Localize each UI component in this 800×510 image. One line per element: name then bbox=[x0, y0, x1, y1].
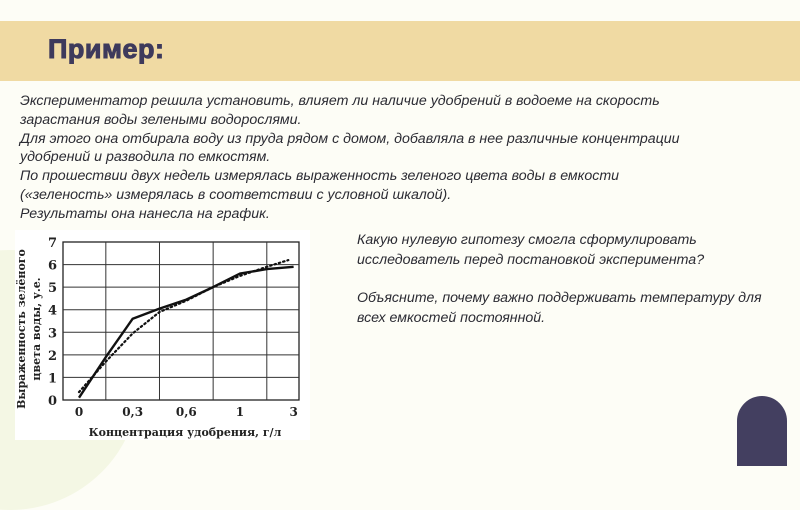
x-axis-label: Концентрация удобрения, г/л bbox=[88, 426, 282, 439]
y-tick-label: 5 bbox=[47, 281, 57, 297]
x-tick-label: 3 bbox=[289, 405, 298, 419]
intro-line: Для этого она отбирала воду из пруда рядом с домом, добавляла в нее различные концентрации bbox=[20, 130, 680, 147]
line-chart bbox=[15, 230, 310, 440]
question-null-hypothesis: Какую нулевую гипотезу смогла сформулировать исследователь перед постановкой эксперимента? bbox=[357, 232, 705, 268]
x-tick-label: 0 bbox=[74, 405, 84, 419]
y-tick-label: 3 bbox=[47, 326, 57, 342]
y-tick-label: 4 bbox=[47, 303, 57, 319]
intro-line: удобрений и разводила по емкостям. bbox=[20, 149, 271, 166]
y-axis-label: цвета воды, у.е. bbox=[30, 277, 43, 381]
y-tick-label: 2 bbox=[47, 348, 57, 364]
y-tick-label: 1 bbox=[47, 371, 57, 387]
x-tick-label: 0,3 bbox=[122, 405, 144, 419]
intro-line: («зеленость» измерялась в соответствии с условной шкалой). bbox=[20, 186, 452, 203]
intro-line: Экспериментатор решила установить, влияет ли наличие удобрений в водоеме на скорость bbox=[20, 93, 660, 109]
questions-block bbox=[357, 231, 777, 347]
intro-line: По прошествии двух недель измерялась выраженность зеленого цвета воды в емкости bbox=[20, 168, 620, 185]
intro-line: зарастания воды зелеными водорослями. bbox=[20, 111, 302, 128]
chart-canvas bbox=[15, 230, 310, 440]
trend-line-dotted bbox=[79, 260, 288, 392]
intro-line: Результаты она нанесла на график. bbox=[20, 205, 270, 222]
x-tick-label: 1 bbox=[235, 405, 245, 419]
intro-text bbox=[20, 92, 780, 224]
x-tick-label: 0,6 bbox=[175, 405, 197, 419]
corner-decoration bbox=[737, 396, 787, 466]
plot-frame bbox=[63, 242, 299, 400]
y-tick-label: 7 bbox=[47, 236, 57, 251]
question-temperature: Объясните, почему важно поддерживать температуру для всех емкостей постоянной. bbox=[357, 290, 762, 326]
y-tick-label: 6 bbox=[47, 258, 57, 274]
slide-title: Пример: bbox=[48, 34, 165, 64]
y-tick-label: 0 bbox=[47, 394, 57, 409]
y-axis-label: Выраженность зелёного bbox=[15, 249, 28, 409]
